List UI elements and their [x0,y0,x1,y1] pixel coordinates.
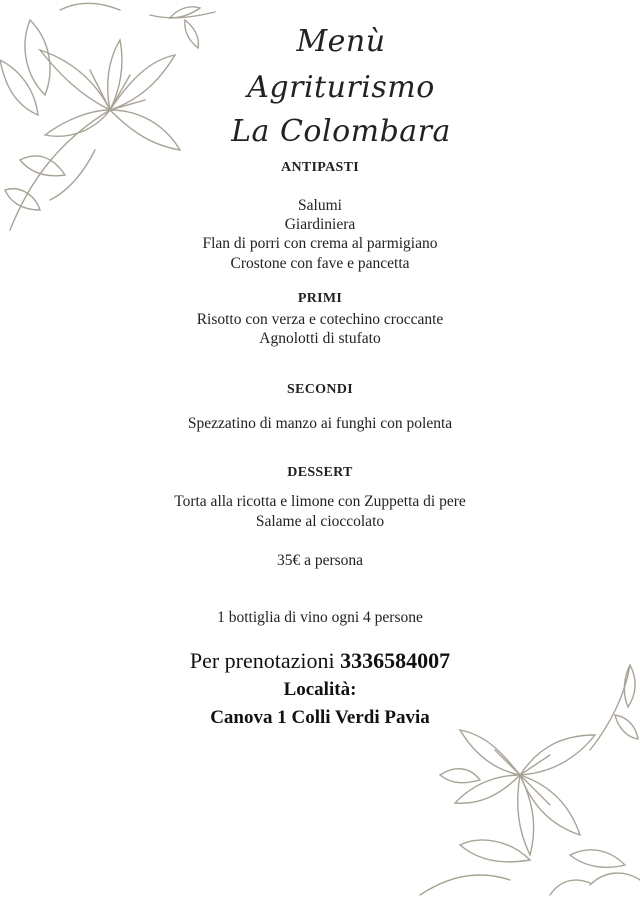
section-heading-secondi: SECONDI [287,382,353,397]
section-heading-primi: PRIMI [297,291,343,306]
location-label: Località: [283,679,357,700]
menu-item: Agnolotti di stufato [259,330,381,347]
menu-item: Giardiniera [284,216,356,233]
section-heading-antipasti: ANTIPASTI [281,160,359,175]
booking-phone: 3336584007 [340,648,451,673]
price: 35€ a persona [276,552,364,569]
booking-label: Per prenotazioni [189,648,335,673]
menu-item: Risotto con verza e cotechino croccante [196,311,444,328]
location-address: Canova 1 Colli Verdi Pavia [210,707,430,728]
wine-note: 1 bottiglia di vino ogni 4 persone [217,609,423,626]
booking-line [0,648,640,674]
menu-item: Flan di porri con crema al parmigiano [202,235,438,252]
section-heading-dessert: DESSERT [287,465,353,480]
restaurant-type: Agriturismo [247,70,435,105]
restaurant-name: La Colombara [231,114,451,149]
menu-item: Salame al cioccolato [255,513,385,530]
menu-item: Salumi [298,197,342,214]
menu-title: Menù [296,24,386,59]
menu-item: Torta alla ricotta e limone con Zuppetta di pere [174,493,466,510]
menu-item: Spezzatino di manzo ai funghi con polenta [187,415,453,432]
menu-item: Crostone con fave e pancetta [230,255,410,272]
